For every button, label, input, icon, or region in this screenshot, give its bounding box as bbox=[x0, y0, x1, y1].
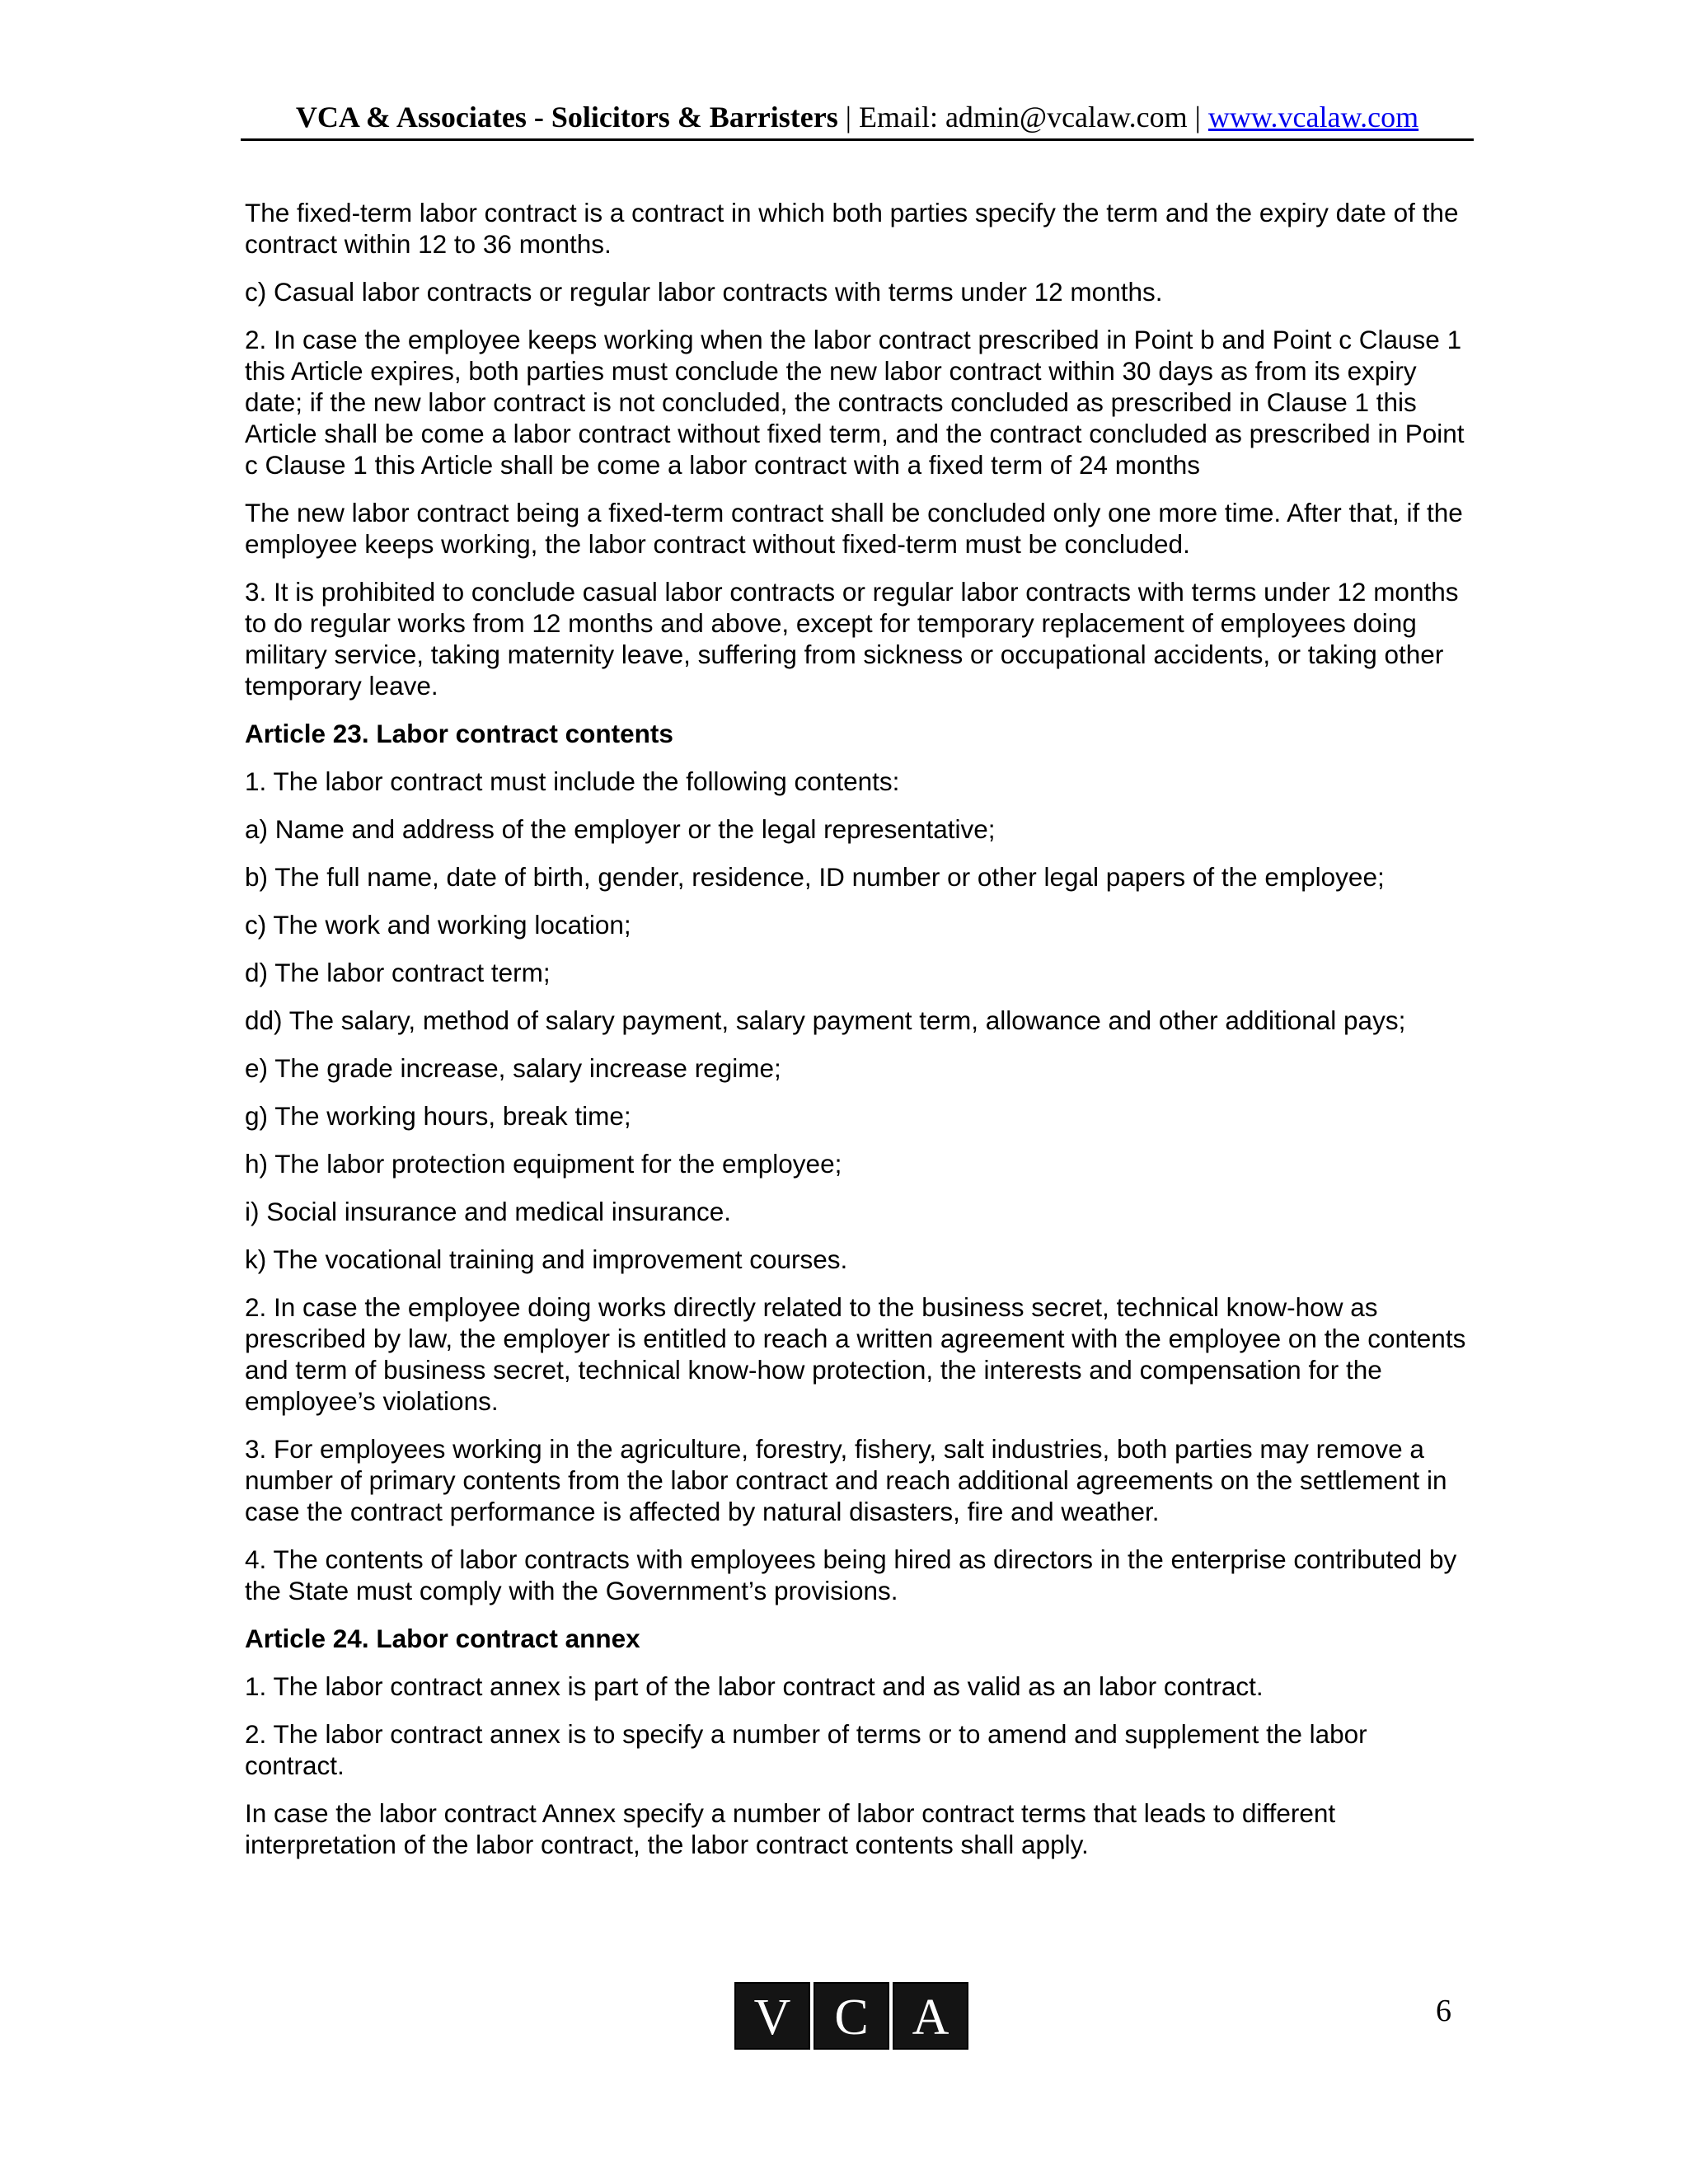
article-24-heading: Article 24. Labor contract annex bbox=[245, 1624, 640, 1653]
website-link[interactable]: www.vcalaw.com bbox=[1207, 101, 1419, 134]
paragraph: The fixed-term labor contract is a contract in which both parties specify the term and the expiry date of the contract within 12 to 36 months. bbox=[245, 198, 1459, 259]
paragraph: 3. For employees working in the agriculture, forestry, fishery, salt industries, both parties may remove a number of primary contents from the labor contract and reach additional agreements on the settlement in case the contract performance is affected by natural disasters, fire and weather. bbox=[245, 1434, 1447, 1526]
list-item: h) The labor protection equipment for the employee; bbox=[245, 1149, 842, 1179]
firm-name: VCA & Associates - Solicitors & Barristers bbox=[295, 101, 838, 134]
header-separator: | bbox=[1187, 101, 1208, 134]
list-item: i) Social insurance and medical insurance. bbox=[245, 1197, 732, 1226]
paragraph: c) Casual labor contracts or regular labor contracts with terms under 12 months. bbox=[245, 277, 1163, 307]
list-item: e) The grade increase, salary increase regime; bbox=[245, 1053, 781, 1083]
page-number: 6 bbox=[1436, 1994, 1451, 2028]
list-item: k) The vocational training and improvement courses. bbox=[245, 1244, 848, 1274]
list-item: b) The full name, date of birth, gender, residence, ID number or other legal papers of the employee; bbox=[245, 862, 1385, 892]
list-item: d) The labor contract term; bbox=[245, 958, 551, 987]
paragraph: 4. The contents of labor contracts with employees being hired as directors in the enterprise contributed by the State must comply with the Government’s provisions. bbox=[245, 1544, 1457, 1605]
header-email: Email: admin@vcalaw.com bbox=[858, 101, 1188, 134]
list-item: g) The working hours, break time; bbox=[245, 1101, 631, 1131]
paragraph: 3. It is prohibited to conclude casual labor contracts or regular labor contracts with terms under 12 months to do regular works from 12 months and above, except for temporary replacement of employees doing military service, taking maternity leave, suffering from sickness or occupational accidents, or taking other temporary leave. bbox=[245, 577, 1459, 701]
paragraph: 1. The labor contract must include the following contents: bbox=[245, 766, 900, 796]
paragraph: 2. In case the employee doing works directly related to the business secret, technical know-how as prescribed by law, the employer is entitled to reach a written agreement with the employee on the contents and term of business secret, technical know-how protection, the interests and compensation for the employee’s violations. bbox=[245, 1292, 1466, 1416]
logo-letter-c: C bbox=[814, 1982, 889, 2050]
document-body bbox=[245, 197, 1471, 1877]
paragraph: 2. In case the employee keeps working when the labor contract prescribed in Point b and Point c Clause 1 this Article expires, both parties must conclude the new labor contract within 30 days as from its expiry date; if the new labor contract is not concluded, the contracts concluded as prescribed in Clause 1 this Article shall be come a labor contract without fixed term, and the contract concluded as prescribed in Point c Clause 1 this Article shall be come a labor contract with a fixed term of 24 months bbox=[245, 325, 1465, 480]
paragraph: In case the labor contract Annex specify a number of labor contract terms that leads to different interpretation of the labor contract, the labor contract contents shall apply. bbox=[245, 1798, 1336, 1859]
header-separator: | bbox=[837, 101, 859, 134]
paragraph: 1. The labor contract annex is part of the labor contract and as valid as an labor contract. bbox=[245, 1671, 1264, 1701]
page-header bbox=[241, 97, 1474, 141]
article-23-heading: Article 23. Labor contract contents bbox=[245, 719, 673, 748]
list-item: c) The work and working location; bbox=[245, 910, 631, 940]
logo-letter-v: V bbox=[734, 1982, 810, 2050]
list-item: a) Name and address of the employer or the legal representative; bbox=[245, 814, 996, 844]
vca-logo bbox=[734, 1982, 968, 2050]
list-item: dd) The salary, method of salary payment, salary payment term, allowance and other additional pays; bbox=[245, 1005, 1406, 1035]
paragraph: 2. The labor contract annex is to specify a number of terms or to amend and supplement the labor contract. bbox=[245, 1719, 1367, 1780]
logo-letter-a: A bbox=[893, 1982, 968, 2050]
paragraph: The new labor contract being a fixed-term contract shall be concluded only one more time. After that, if the employee keeps working, the labor contract without fixed-term must be concluded. bbox=[245, 498, 1463, 559]
